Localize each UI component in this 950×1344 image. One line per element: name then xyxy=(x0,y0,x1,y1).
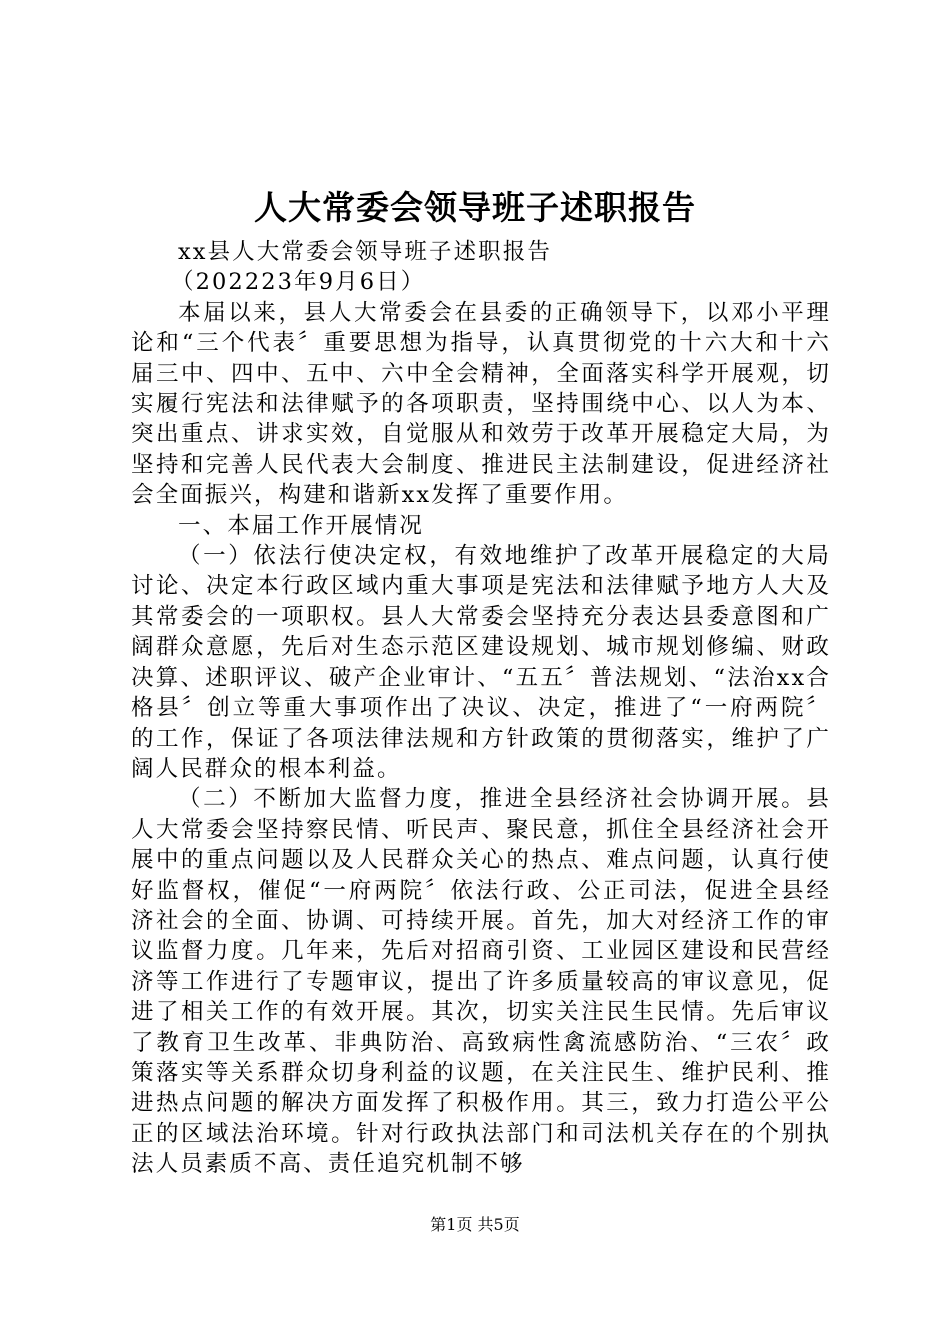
subtitle-paragraph: xx县人大常委会领导班子述职报告 xyxy=(178,239,552,265)
intro-paragraph: 本届以来，县人大常委会在县委的正确领导下，以邓小平理论和“三个代表〞重要思想为指导，认真贯彻党的十六大和十六届三中、四中、五中、六中全会精神，全面落实科学开展观，切实履行宪法和法律赋予的各项职责，坚持围绕中心、以人为本、突出重点、讲求实效，自觉服从和效劳于改革开展稳定大局，为坚持和完善人民代表大会制度、推进民主法制建设，促进经济社会全面振兴，构建和谐新xx发挥了重要作用。 xyxy=(131,299,831,509)
body-paragraph: （二）不断加大监督力度，推进全县经济社会协调开展。县人大常委会坚持察民情、听民声、聚民意，抓住全县经济社会开展中的重点问题以及人民群众关心的热点、难点问题，认真行使好监督权，催促“一府两院〞依法行政、公正司法，促进全县经济社会的全面、协调、可持续开展。首先，加大对经济工作的审议监督力度。几年来，先后对招商引资、工业园区建设和民营经济等工作进行了专题审议，提出了许多质量较高的审议意见，促进了相关工作的有效开展。其次，切实关注民生民情。先后审议了教育卫生改革、非典防治、高致病性禽流感防治、“三农〞政策落实等关系群众切身利益的议题，在关注民生、维护民利、推进热点问题的解决方面发挥了积极作用。其三，致力打造公平公正的区域法治环境。针对行政执法部门和司法机关存在的个别执法人员素质不高、责任追究机制不够 xyxy=(131,786,831,1178)
page-footer: 第1页 共5页 xyxy=(430,1215,520,1234)
date-paragraph: （202223年9月6日） xyxy=(171,269,426,296)
body-paragraph: （一）依法行使决定权，有效地维护了改革开展稳定的大局讨论、决定本行政区域内重大事项是宪法和法律赋予地方人大及其常委会的一项职权。县人大常委会坚持充分表达县委意图和广阔群众意愿，先后对生态示范区建设规划、城市规划修编、财政决算、述职评议、破产企业审计、“五五〞普法规划、“法治xx合格县〞创立等重大事项作出了决议、决定，推进了“一府两院〞的工作，保证了各项法律法规和方针政策的贯彻落实，维护了广阔人民群众的根本利益。 xyxy=(131,543,831,782)
document-body xyxy=(131,237,831,1180)
document-title: 人大常委会领导班子述职报告 xyxy=(254,188,696,227)
section-heading: 一、本届工作开展情况 xyxy=(178,512,425,539)
